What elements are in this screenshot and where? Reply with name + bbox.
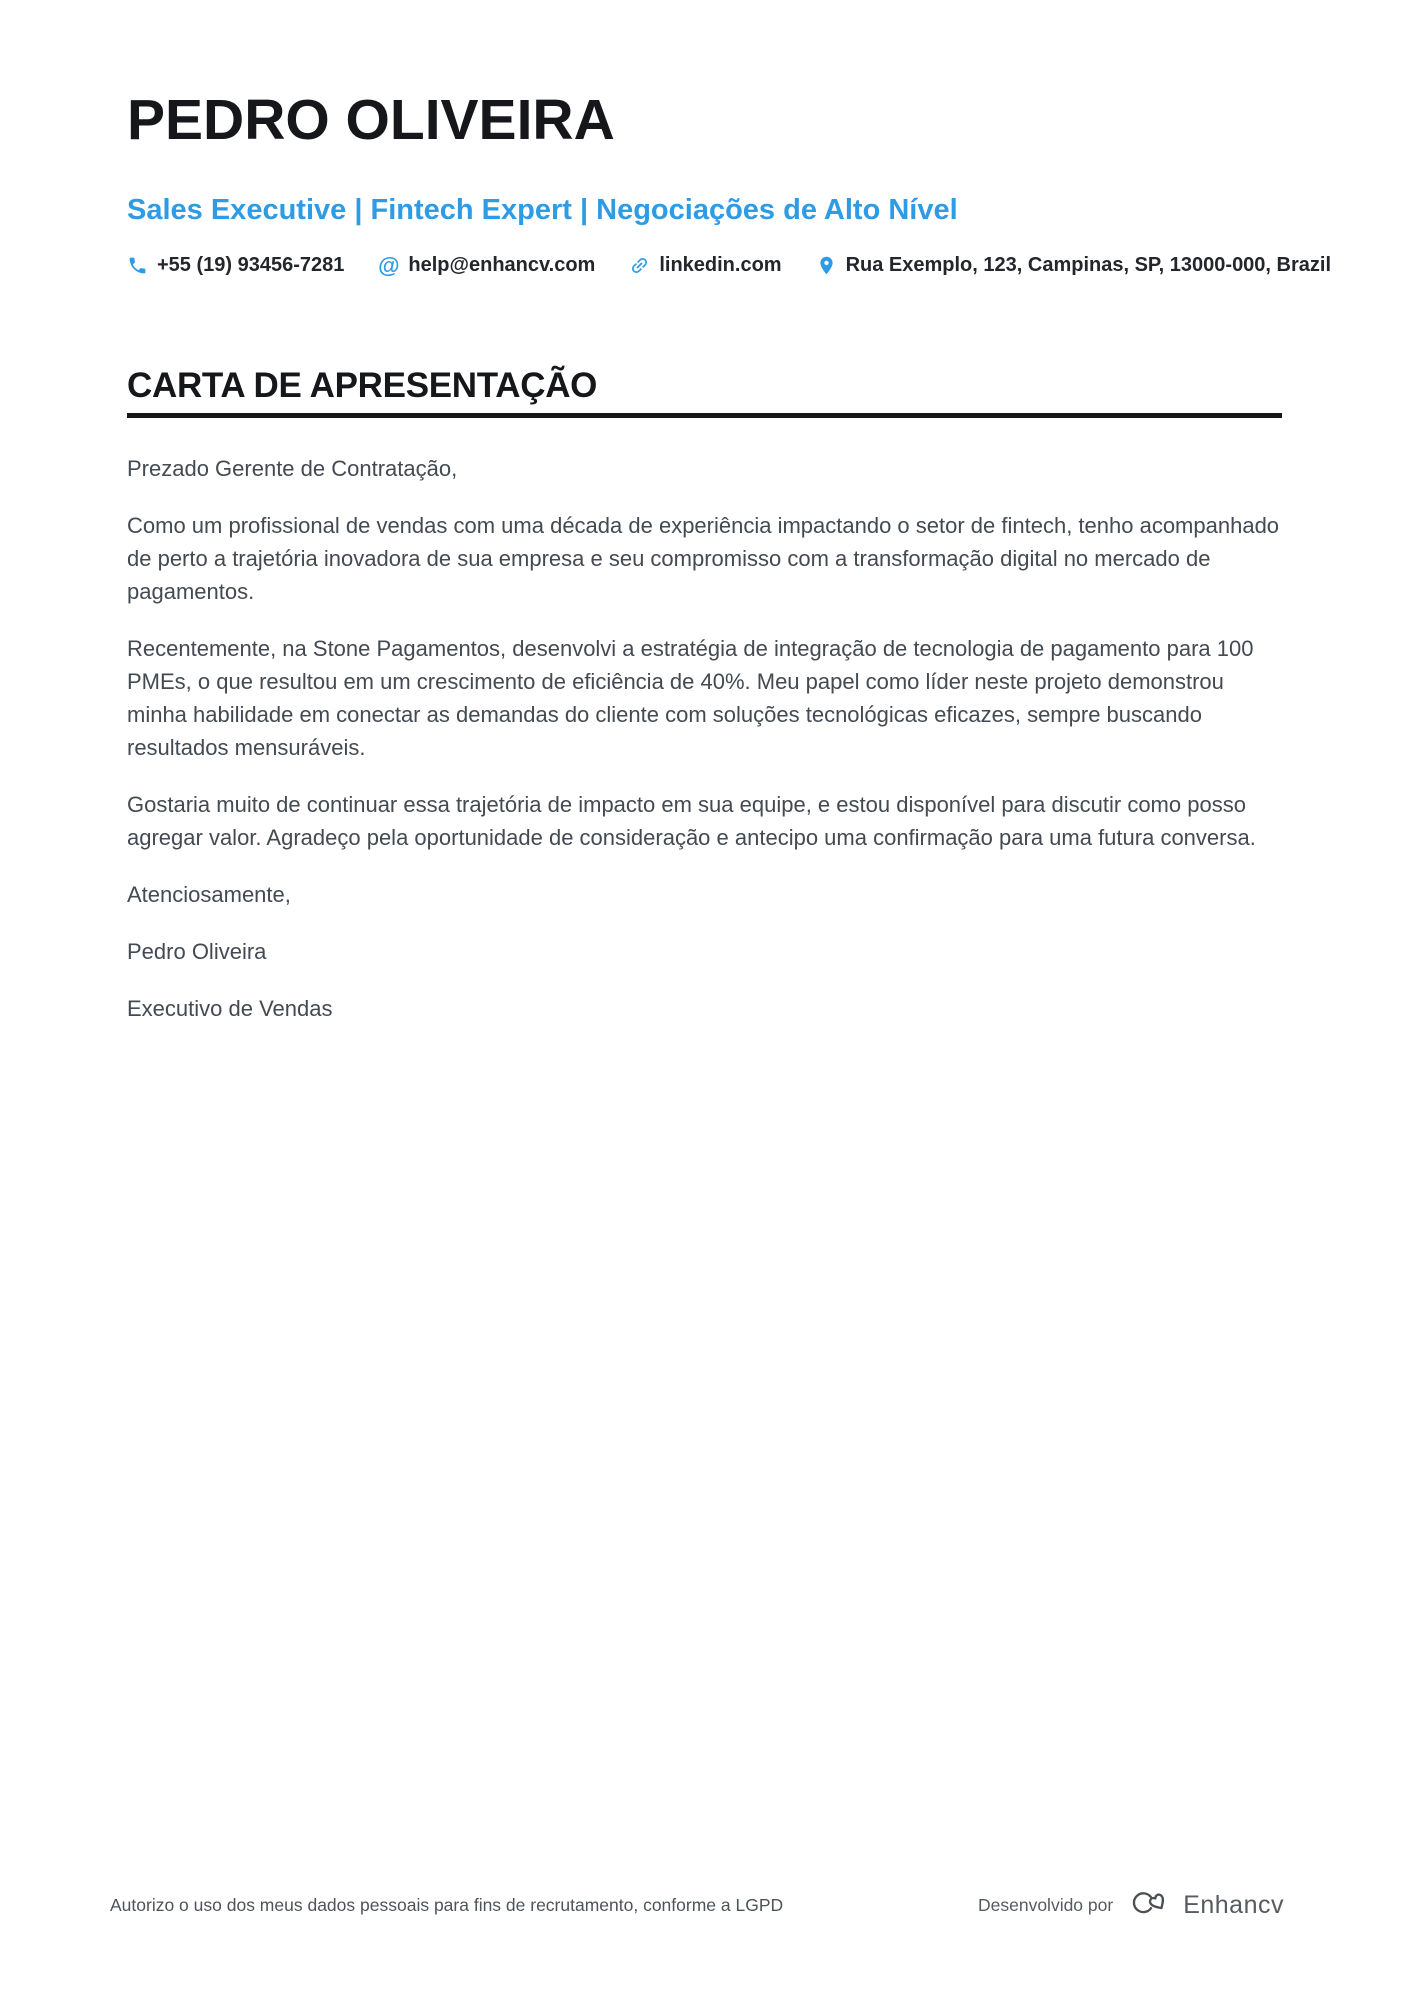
contact-address — [816, 254, 1331, 277]
signoff: Atenciosamente, — [127, 882, 291, 907]
letter-body — [127, 452, 1282, 1025]
salutation: Prezado Gerente de Contratação, — [127, 456, 458, 481]
enhancv-wordmark: Enhancv — [1183, 1890, 1284, 1919]
contact-linkedin-text: linkedin.com — [659, 254, 782, 276]
link-icon — [629, 255, 650, 276]
section-title-carta-de-apresentacao: CARTA DE APRESENTAÇÃO — [127, 365, 1282, 418]
signature-title: Executivo de Vendas — [127, 996, 333, 1021]
contact-address-text: Rua Exemplo, 123, Campinas, SP, 13000-000, Brazil — [845, 254, 1332, 276]
person-headline: Sales Executive | Fintech Expert | Negociações de Alto Nível — [127, 194, 958, 226]
signature-name: Pedro Oliveira — [127, 939, 267, 964]
contact-phone — [127, 254, 344, 277]
powered-by-label: Desenvolvido por — [977, 1894, 1114, 1915]
person-name: PEDRO OLIVEIRA — [127, 88, 615, 152]
location-icon — [816, 255, 837, 276]
paragraph-closing: Gostaria muito de continuar essa trajetória de impacto em sua equipe, e estou disponível para discutir como posso agregar valor. Agradeço pela oportunidade de consideração e antecipo uma confirmação para uma futura conversa. — [127, 792, 1256, 850]
enhancv-logo-icon — [1127, 1889, 1169, 1921]
contact-linkedin[interactable] — [629, 254, 781, 277]
paragraph-intro: Como um profissional de vendas com uma década de experiência impactando o setor de fintech, tenho acompanhado de perto a trajetória inovadora de sua empresa e seu compromisso com a transformação digital no mercado de pagamentos. — [127, 513, 1280, 604]
phone-icon — [127, 255, 148, 276]
footer — [110, 1889, 1284, 1921]
paragraph-achievement: Recentemente, na Stone Pagamentos, desenvolvi a estratégia de integração de tecnologia de pagamento para 100 PMEs, o que resultou em um crescimento de eficiência de 40%. Meu papel como líder neste projeto demonstrou minha habilidade em conectar as demandas do cliente com soluções tecnológicas eficazes, sempre buscando resultados mensuráveis. — [127, 636, 1254, 760]
enhancv-branding[interactable] — [978, 1889, 1284, 1921]
at-icon: @ — [378, 252, 400, 278]
contact-row — [127, 252, 1332, 278]
lgpd-consent-text: Autorizo o uso dos meus dados pessoais para fins de recrutamento, conforme a LGPD — [110, 1894, 784, 1915]
contact-phone-text: +55 (19) 93456-7281 — [157, 254, 345, 276]
header — [127, 88, 1332, 278]
contact-email[interactable] — [378, 254, 595, 277]
contact-email-text: help@enhancv.com — [408, 254, 596, 276]
